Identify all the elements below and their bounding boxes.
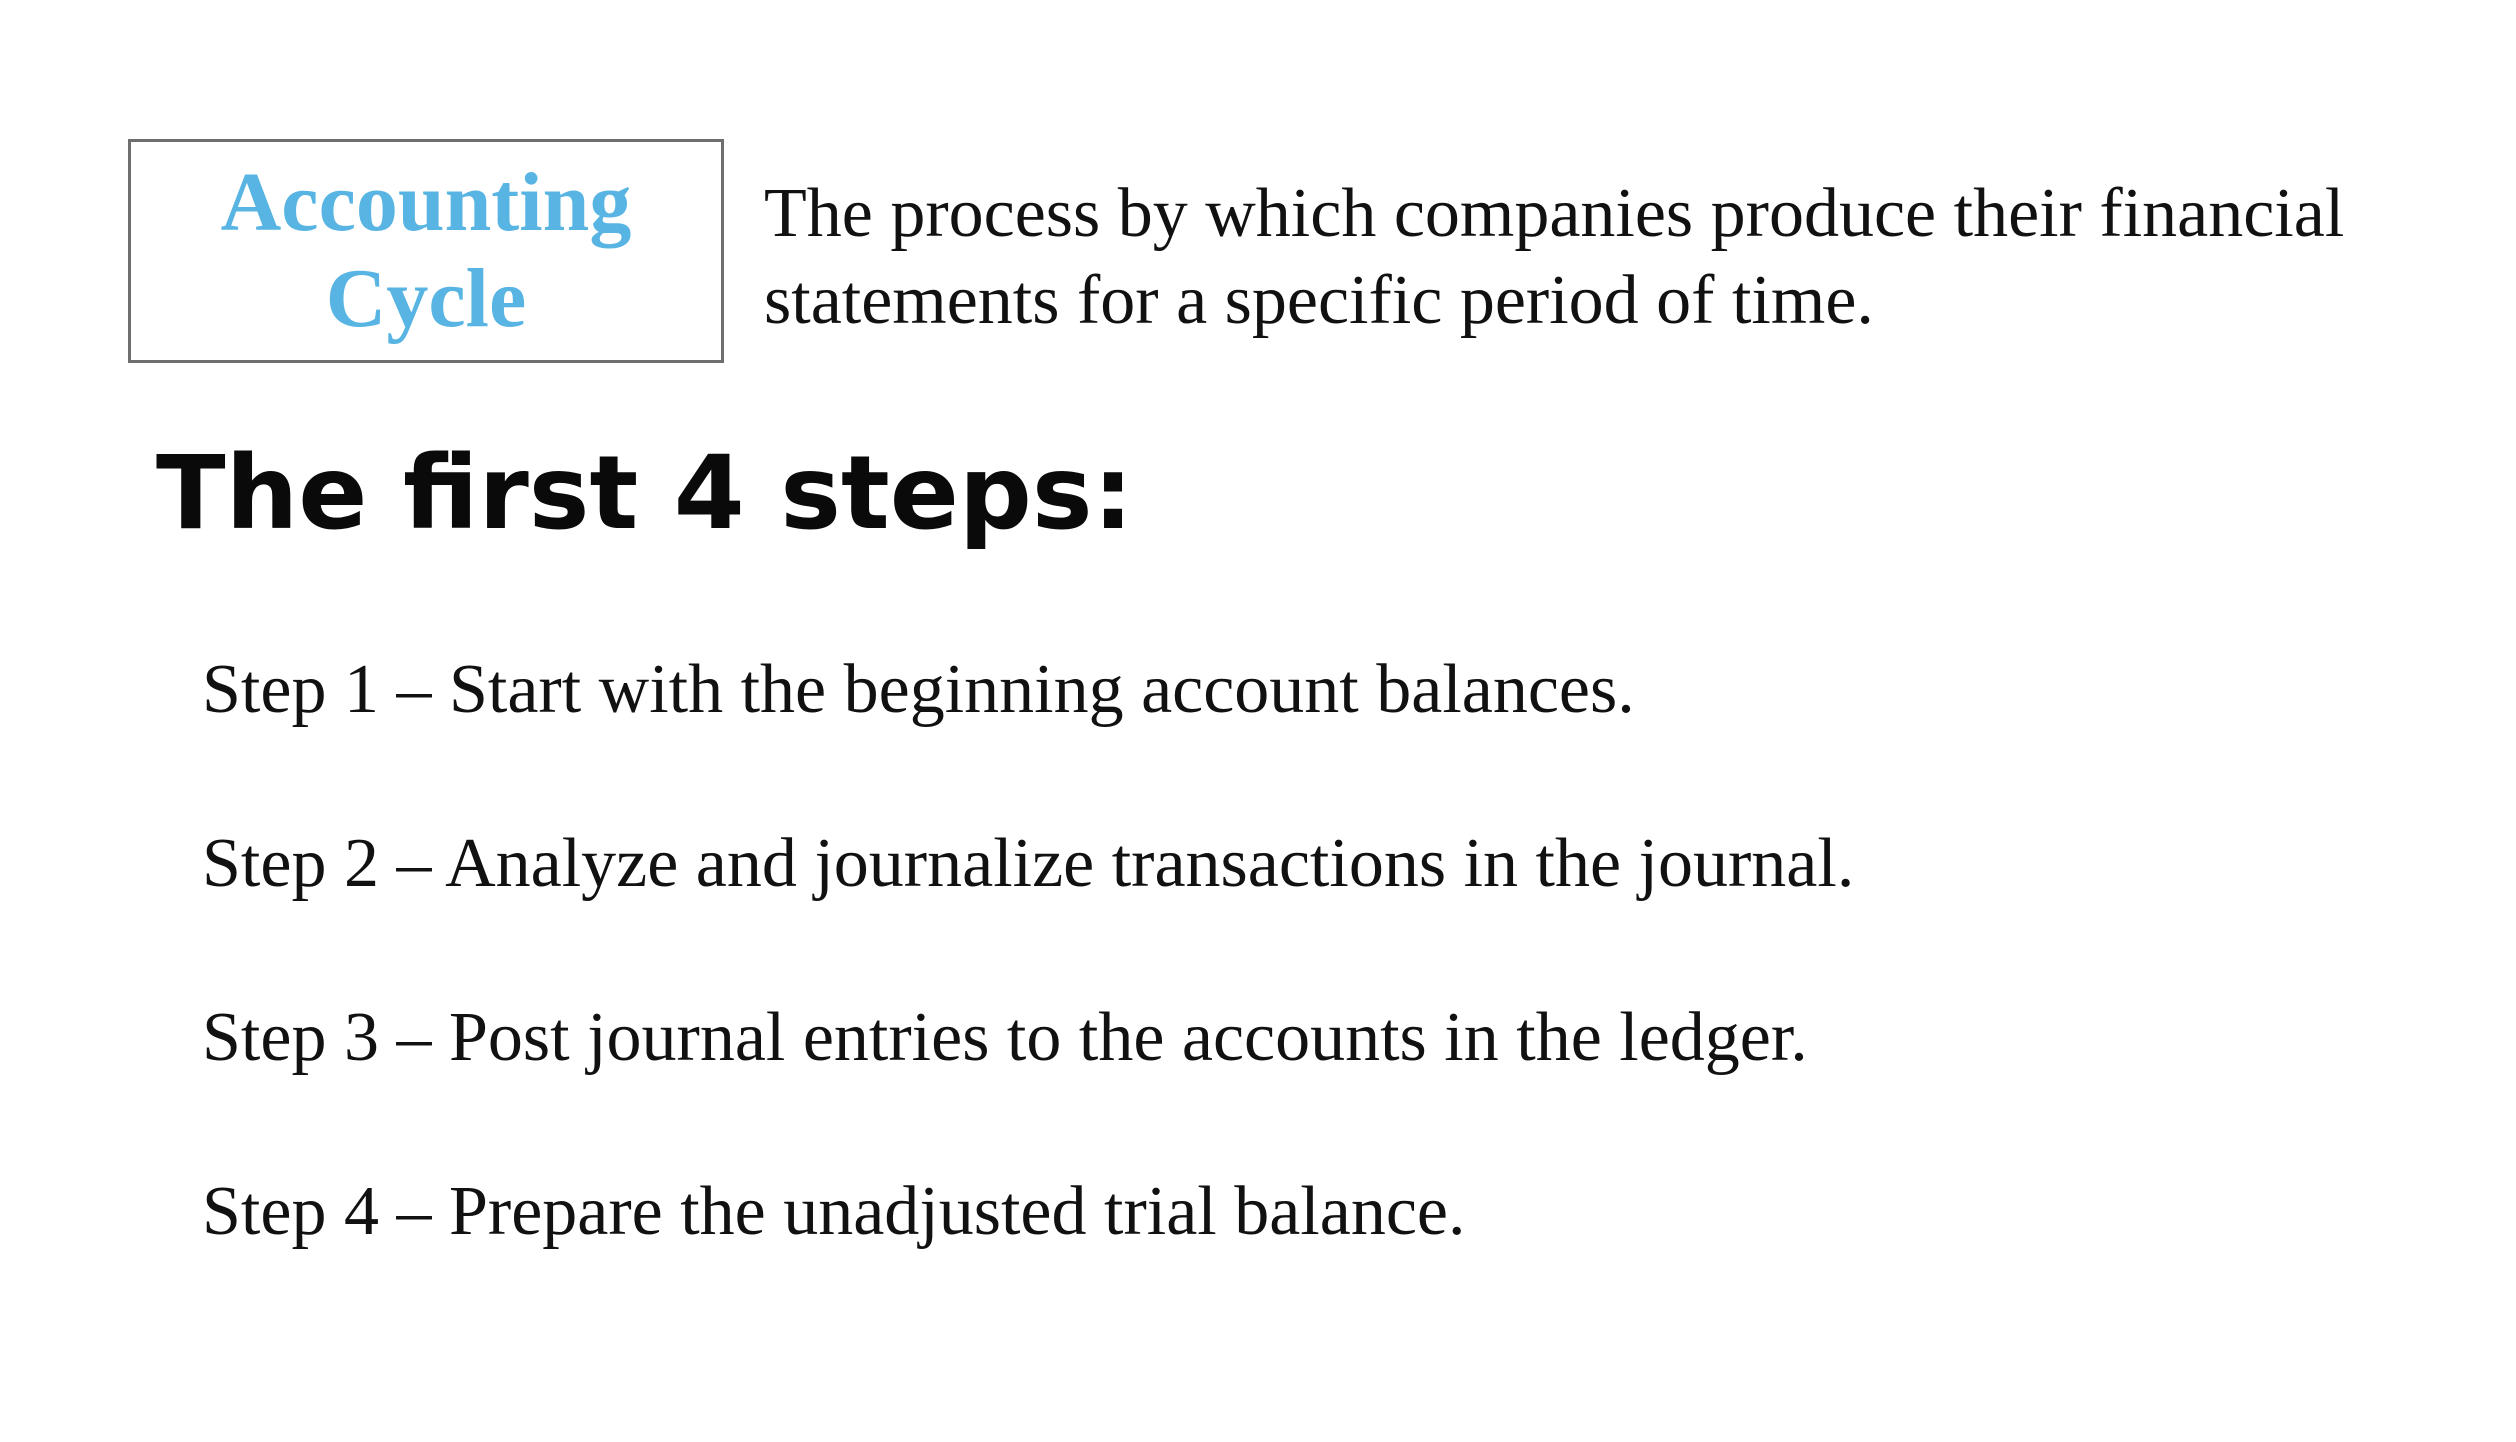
definition-line-1: The process by which companies produce their financial (764, 175, 2345, 252)
step-4: Step 4 – Prepare the unadjusted trial balance. (202, 1173, 1466, 1250)
section-heading: The first 4 steps: (156, 434, 1134, 553)
step-1: Step 1 – Start with the beginning account balances. (202, 651, 1635, 728)
term-title-line-1: Accounting (220, 156, 632, 249)
term-definition (764, 170, 2464, 344)
definition-line-2: statements for a specific period of time. (764, 262, 1874, 339)
step-2: Step 2 – Analyze and journalize transactions in the journal. (202, 825, 1855, 902)
term-title-line-2: Cycle (325, 252, 527, 345)
term-box (128, 139, 724, 363)
step-3: Step 3 – Post journal entries to the accounts in the ledger. (202, 999, 1808, 1076)
steps-list (202, 645, 1854, 1341)
